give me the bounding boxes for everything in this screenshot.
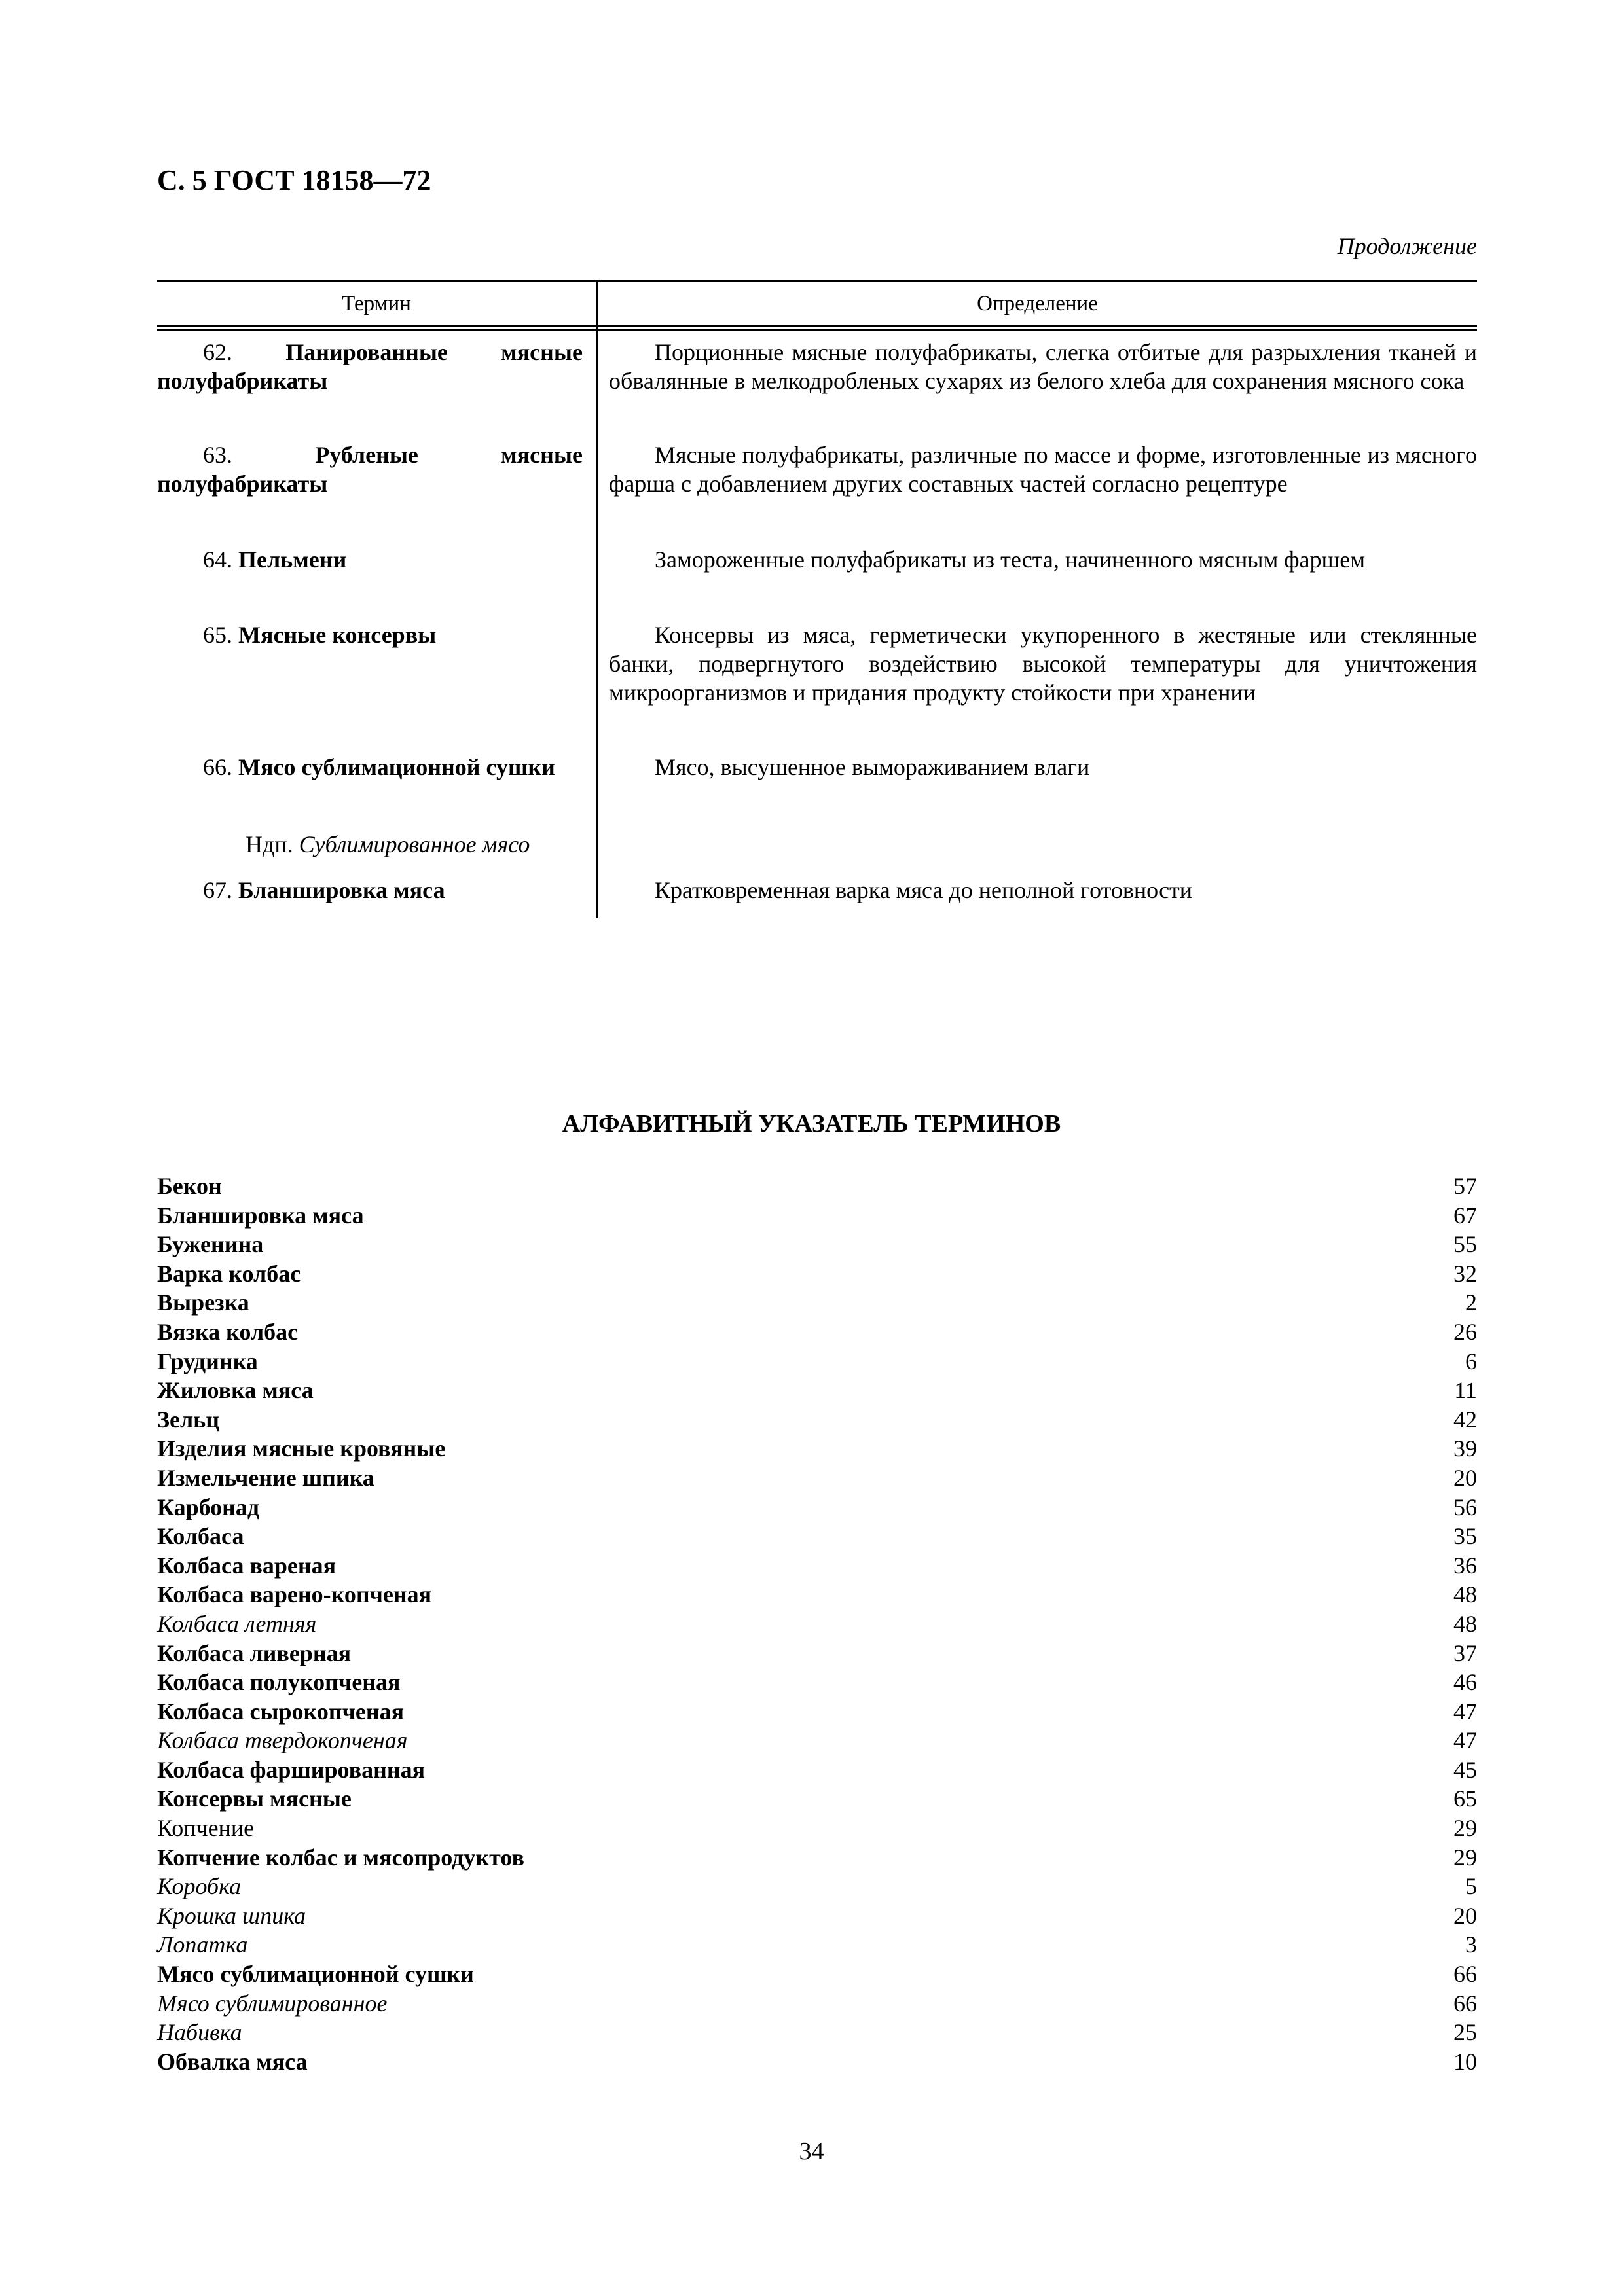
- index-entry: [157, 1639, 1477, 1668]
- index-page-ref: 3: [1465, 1931, 1477, 1958]
- rejected-synonym: [246, 831, 530, 858]
- term-number: 63.: [203, 442, 232, 468]
- index-term: Коробка: [157, 1873, 242, 1900]
- index-term: Колбаса летняя: [157, 1610, 317, 1637]
- term-name: Рубленые мясные полуфабрикаты: [157, 442, 583, 497]
- definition-cell: Порционные мясные полуфабрикаты, слегка отбитые для разрыхления тканей и обвалянные в мелкодробленых сухарях из белого хлеба для сохранения мясного сока: [609, 339, 1477, 394]
- index-term: Колбаса твердокопченая: [157, 1727, 408, 1754]
- index-page-ref: 11: [1454, 1377, 1477, 1404]
- index-entry: [157, 1814, 1477, 1843]
- index-entry: [157, 1755, 1477, 1785]
- index-term: Колбаса: [157, 1523, 244, 1550]
- index-page-ref: 25: [1453, 2019, 1477, 2046]
- index-page-ref: 67: [1453, 1202, 1477, 1229]
- term-number: 65.: [203, 622, 232, 648]
- term-cell: [157, 620, 583, 649]
- index-entry: [157, 1201, 1477, 1230]
- index-term: Колбаса варено-копченая: [157, 1581, 432, 1608]
- definition-cell: Кратковременная варка мяса до неполной готовности: [655, 877, 1193, 903]
- index-entry: [157, 1434, 1477, 1463]
- term-number: 67.: [203, 877, 232, 903]
- index-entry: [157, 1288, 1477, 1318]
- index-page-ref: 55: [1453, 1231, 1477, 1258]
- column-divider: [596, 280, 598, 918]
- column-header-definition: Определение: [977, 292, 1098, 315]
- index-entry: [157, 1668, 1477, 1697]
- term-cell: [157, 338, 583, 395]
- index-term: Грудинка: [157, 1348, 258, 1374]
- index-entry: [157, 1522, 1477, 1551]
- index-page-ref: 32: [1453, 1260, 1477, 1287]
- index-term: Колбаса ливерная: [157, 1640, 352, 1666]
- term-cell: [157, 440, 583, 498]
- index-title: АЛФАВИТНЫЙ УКАЗАТЕЛЬ ТЕРМИНОВ: [562, 1110, 1061, 1138]
- index-page-ref: 20: [1453, 1464, 1477, 1491]
- index-entry: [157, 1930, 1477, 1960]
- index-term: Жиловка мяса: [157, 1377, 314, 1404]
- index-page-ref: 37: [1453, 1640, 1477, 1666]
- index-entry: [157, 1318, 1477, 1347]
- index-page-ref: 29: [1453, 1815, 1477, 1842]
- term-cell: [157, 753, 583, 781]
- term-name: Мясо сублимационной сушки: [238, 754, 555, 780]
- index-term: Варка колбас: [157, 1260, 301, 1287]
- index-page-ref: 39: [1453, 1435, 1477, 1462]
- index-page-ref: 42: [1453, 1406, 1477, 1433]
- index-term: Вырезка: [157, 1289, 249, 1316]
- index-page-ref: 35: [1453, 1523, 1477, 1550]
- index-page-ref: 48: [1453, 1581, 1477, 1608]
- index-term: Копчение: [157, 1815, 255, 1842]
- term-name: Бланшировка мяса: [238, 877, 445, 903]
- index-entry: [157, 2047, 1477, 2077]
- definition-cell: Мясные полуфабрикаты, различные по массе и форме, изготовленные из мясного фарша с добавлением других составных частей согласно рецептуре: [609, 442, 1477, 497]
- index-entry: [157, 1901, 1477, 1931]
- index-term: Консервы мясные: [157, 1785, 352, 1812]
- index-page-ref: 10: [1453, 2048, 1477, 2075]
- index-term: Колбаса фаршированная: [157, 1756, 426, 1783]
- table-top-rule: [157, 280, 1477, 282]
- index-term: Лопатка: [157, 1931, 248, 1958]
- index-term: Колбаса полукопченая: [157, 1669, 401, 1696]
- index-entry: [157, 1843, 1477, 1873]
- index-entry: [157, 1726, 1477, 1755]
- index-entry: [157, 1697, 1477, 1727]
- index-term: Набивка: [157, 2019, 242, 2046]
- index-term: Мясо сублимированное: [157, 1990, 388, 2017]
- term-name: Пельмени: [238, 547, 347, 573]
- index-term: Карбонад: [157, 1494, 260, 1520]
- header-rule-2: [157, 329, 1477, 331]
- index-entry: [157, 1609, 1477, 1639]
- header-rule-1: [157, 325, 1477, 327]
- term-number: 66.: [203, 754, 232, 780]
- index-page-ref: 36: [1453, 1552, 1477, 1579]
- index-page-ref: 57: [1453, 1173, 1477, 1199]
- index-entry: [157, 1405, 1477, 1435]
- index-entry: [157, 1347, 1477, 1376]
- index-term: Мясо сублимационной сушки: [157, 1961, 474, 1988]
- index-page-ref: 47: [1453, 1727, 1477, 1754]
- term-number: 62.: [203, 339, 232, 365]
- index-page-ref: 48: [1453, 1610, 1477, 1637]
- index-entry: [157, 1551, 1477, 1581]
- index-term: Изделия мясные кровяные: [157, 1435, 446, 1462]
- index-entry: [157, 2018, 1477, 2047]
- page-number: 34: [799, 2138, 824, 2165]
- index-page-ref: 46: [1453, 1669, 1477, 1696]
- index-entry: [157, 1784, 1477, 1814]
- index-term: Вязка колбас: [157, 1318, 299, 1345]
- index-entry: [157, 1960, 1477, 1989]
- index-page-ref: 29: [1453, 1844, 1477, 1871]
- alphabetical-index: [157, 1172, 1477, 2076]
- index-term: Обвалка мяса: [157, 2048, 308, 2075]
- index-entry: [157, 1493, 1477, 1522]
- index-entry: [157, 1463, 1477, 1493]
- index-entry: [157, 1872, 1477, 1901]
- document-header: С. 5 ГОСТ 18158—72: [157, 164, 431, 196]
- continuation-label: Продолжение: [1337, 233, 1477, 259]
- definition-cell: Замороженные полуфабрикаты из теста, начиненного мясным фаршем: [655, 547, 1366, 573]
- index-term: Зельц: [157, 1406, 219, 1433]
- index-page-ref: 6: [1465, 1348, 1477, 1374]
- index-page-ref: 66: [1453, 1990, 1477, 2017]
- index-term: Колбаса сырокопченая: [157, 1698, 405, 1725]
- term-cell: [157, 876, 583, 905]
- index-term: Буженина: [157, 1231, 264, 1258]
- index-entry: [157, 1172, 1477, 1201]
- index-term: Крошка шпика: [157, 1902, 306, 1929]
- index-term: Бекон: [157, 1173, 222, 1199]
- index-page-ref: 2: [1465, 1289, 1477, 1316]
- term-cell: [157, 545, 583, 574]
- index-page-ref: 47: [1453, 1698, 1477, 1725]
- index-term: Копчение колбас и мясопродуктов: [157, 1844, 524, 1871]
- index-entry: [157, 1259, 1477, 1289]
- index-page-ref: 56: [1453, 1494, 1477, 1520]
- index-term: Бланшировка мяса: [157, 1202, 364, 1229]
- definition-cell: Консервы из мяса, герметически укупоренного в жестяные или стеклянные банки, подвергнутого воздействию высокой температуры для уничтожения микроорганизмов и придания продукту стойкости при хранении: [609, 622, 1477, 706]
- term-name: Панированные мясные полуфабрикаты: [157, 339, 583, 394]
- index-entry: [157, 1230, 1477, 1259]
- index-page-ref: 5: [1465, 1873, 1477, 1900]
- index-page-ref: 65: [1453, 1785, 1477, 1812]
- index-term: Измельчение шпика: [157, 1464, 374, 1491]
- index-page-ref: 45: [1453, 1756, 1477, 1783]
- index-page-ref: 66: [1453, 1961, 1477, 1988]
- column-header-term: Термин: [342, 292, 411, 315]
- term-name: Мясные консервы: [238, 622, 437, 648]
- index-entry: [157, 1989, 1477, 2018]
- index-entry: [157, 1580, 1477, 1609]
- synonym-term: Сублимированное мясо: [299, 831, 530, 857]
- index-entry: [157, 1376, 1477, 1405]
- index-page-ref: 26: [1453, 1318, 1477, 1345]
- index-page-ref: 20: [1453, 1902, 1477, 1929]
- term-number: 64.: [203, 547, 232, 573]
- synonym-prefix: Ндп.: [246, 831, 293, 857]
- definition-cell: Мясо, высушенное вымораживанием влаги: [655, 754, 1090, 780]
- index-term: Колбаса вареная: [157, 1552, 337, 1579]
